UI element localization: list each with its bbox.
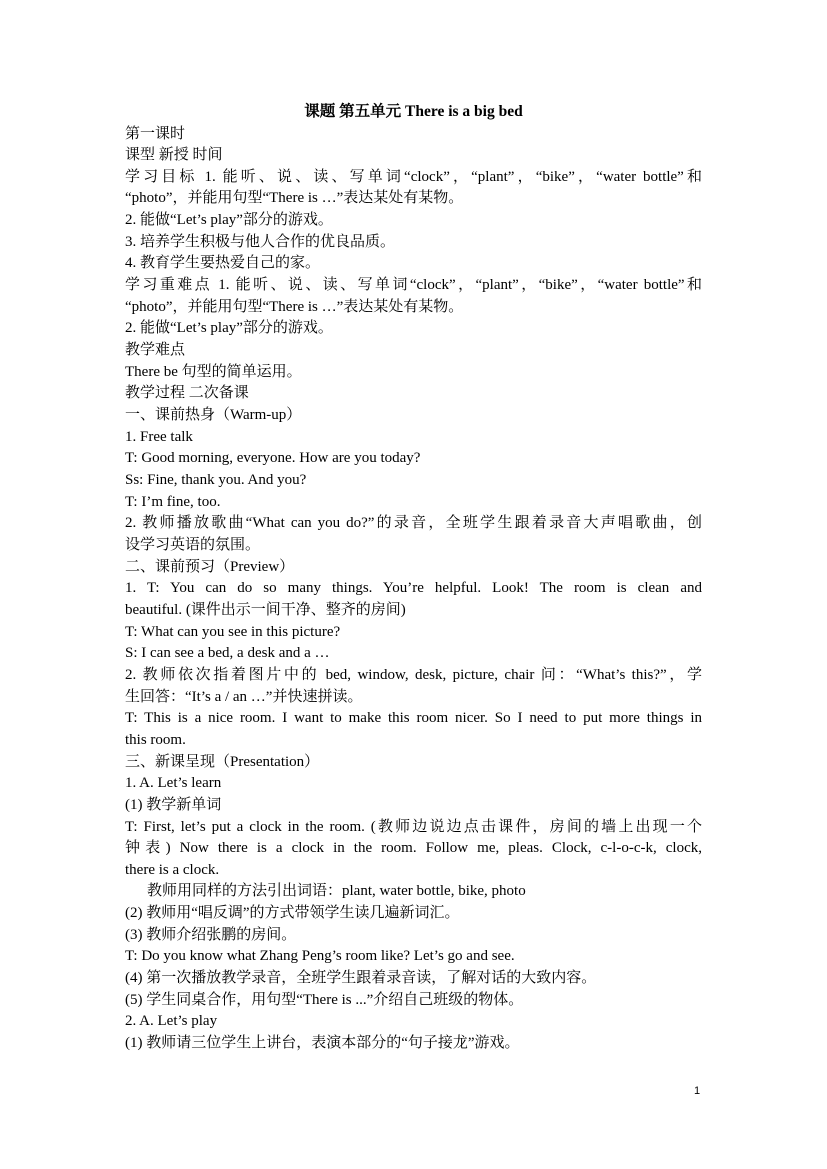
text-line: 1. T: You can do so many things. You’re helpful. Look! The room is clean and bbox=[125, 580, 702, 597]
text-line: this room. bbox=[125, 731, 186, 748]
text-line: 教学过程 二次备课 bbox=[125, 385, 249, 402]
text-line: 教师用同样的方法引出词语：plant, water bottle, bike, photo bbox=[147, 883, 526, 900]
text-line: 课型 新授 时间 bbox=[125, 147, 223, 164]
text-line: 三、新课呈现（Presentation） bbox=[125, 753, 320, 770]
text-line: 2. 能做“Let’s play”部分的游戏。 bbox=[125, 212, 333, 229]
text-line: (5) 学生同桌合作，用句型“There is ...”介绍自己班级的物体。 bbox=[125, 991, 524, 1008]
text-line: 二、课前预习（Preview） bbox=[125, 558, 295, 575]
text-line: there is a clock. bbox=[125, 861, 220, 878]
text-line: 钟表) Now there is a clock in the room. Follow me, pleas. Clock, c-l-o-c-k, clock, bbox=[125, 840, 702, 857]
text-line: T: Good morning, everyone. How are you today? bbox=[125, 450, 421, 467]
document-page bbox=[125, 101, 702, 1055]
text-line: T: First, let’s put a clock in the room. (教师边说边点击课件，房间的墙上出现一个 bbox=[125, 818, 702, 835]
text-line: 生回答：“It’s a / an …”并快速拼读。 bbox=[125, 688, 363, 705]
text-line: 学习目标 1. 能听、说、读、写单词“clock”，“plant”，“bike”，“water bottle”和 bbox=[125, 168, 702, 185]
text-line: Ss: Fine, thank you. And you? bbox=[125, 472, 307, 488]
text-line: T: I’m fine, too. bbox=[125, 493, 221, 510]
text-line: “photo”，并能用句型“There is …”表达某处有某物。 bbox=[125, 190, 464, 207]
text-line: S: I can see a bed, a desk and a … bbox=[125, 645, 330, 662]
text-line: 教学难点 bbox=[125, 342, 186, 359]
text-line: 设学习英语的氛围。 bbox=[125, 536, 261, 553]
text-line: 学习重难点 1. 能听、说、读、写单词“clock”，“plant”，“bike”，“water bottle”和 bbox=[125, 277, 702, 294]
text-line: 3. 培养学生积极与他人合作的优良品质。 bbox=[125, 233, 396, 250]
text-line: 2. 能做“Let’s play”部分的游戏。 bbox=[125, 320, 333, 337]
text-line: T: This is a nice room. I want to make this room nicer. So I need to put more things in bbox=[125, 710, 702, 727]
text-line: 第一课时 bbox=[125, 125, 186, 142]
page-number: 1 bbox=[694, 1085, 701, 1097]
text-line: (4) 第一次播放教学录音，全班学生跟着录音读，了解对话的大致内容。 bbox=[125, 970, 597, 987]
text-line: 2. 教师依次指着图片中的 bed, window, desk, picture, chair 问：“What’s this?”，学 bbox=[125, 666, 702, 683]
text-line: “photo”，并能用句型“There is …”表达某处有某物。 bbox=[125, 298, 464, 315]
text-line: (3) 教师介绍张鹏的房间。 bbox=[125, 926, 297, 943]
text-line: 1. Free talk bbox=[125, 428, 193, 445]
text-line: (1) 教学新单词 bbox=[125, 796, 222, 813]
text-line: 2. 教师播放歌曲“What can you do?”的录音，全班学生跟着录音大声唱歌曲，创 bbox=[125, 515, 702, 532]
text-line: beautiful. (课件出示一间干净、整齐的房间) bbox=[125, 601, 406, 618]
text-line: 1. A. Let’s learn bbox=[125, 775, 222, 792]
text-line: There be 句型的简单运用。 bbox=[125, 363, 302, 380]
text-line: T: Do you know what Zhang Peng’s room like? Let’s go and see. bbox=[125, 948, 515, 965]
document-title: 课题 第五单元 There is a big bed bbox=[304, 103, 523, 120]
text-line: T: What can you see in this picture? bbox=[125, 623, 341, 640]
text-line: (2) 教师用“唱反调”的方式带领学生读几遍新词汇。 bbox=[125, 905, 460, 922]
text-line: 4. 教育学生要热爱自己的家。 bbox=[125, 255, 321, 272]
text-line: (1) 教师请三位学生上讲台，表演本部分的“句子接龙”游戏。 bbox=[125, 1035, 520, 1052]
text-line: 一、课前热身（Warm-up） bbox=[125, 407, 302, 424]
text-line: 2. A. Let’s play bbox=[125, 1013, 218, 1030]
